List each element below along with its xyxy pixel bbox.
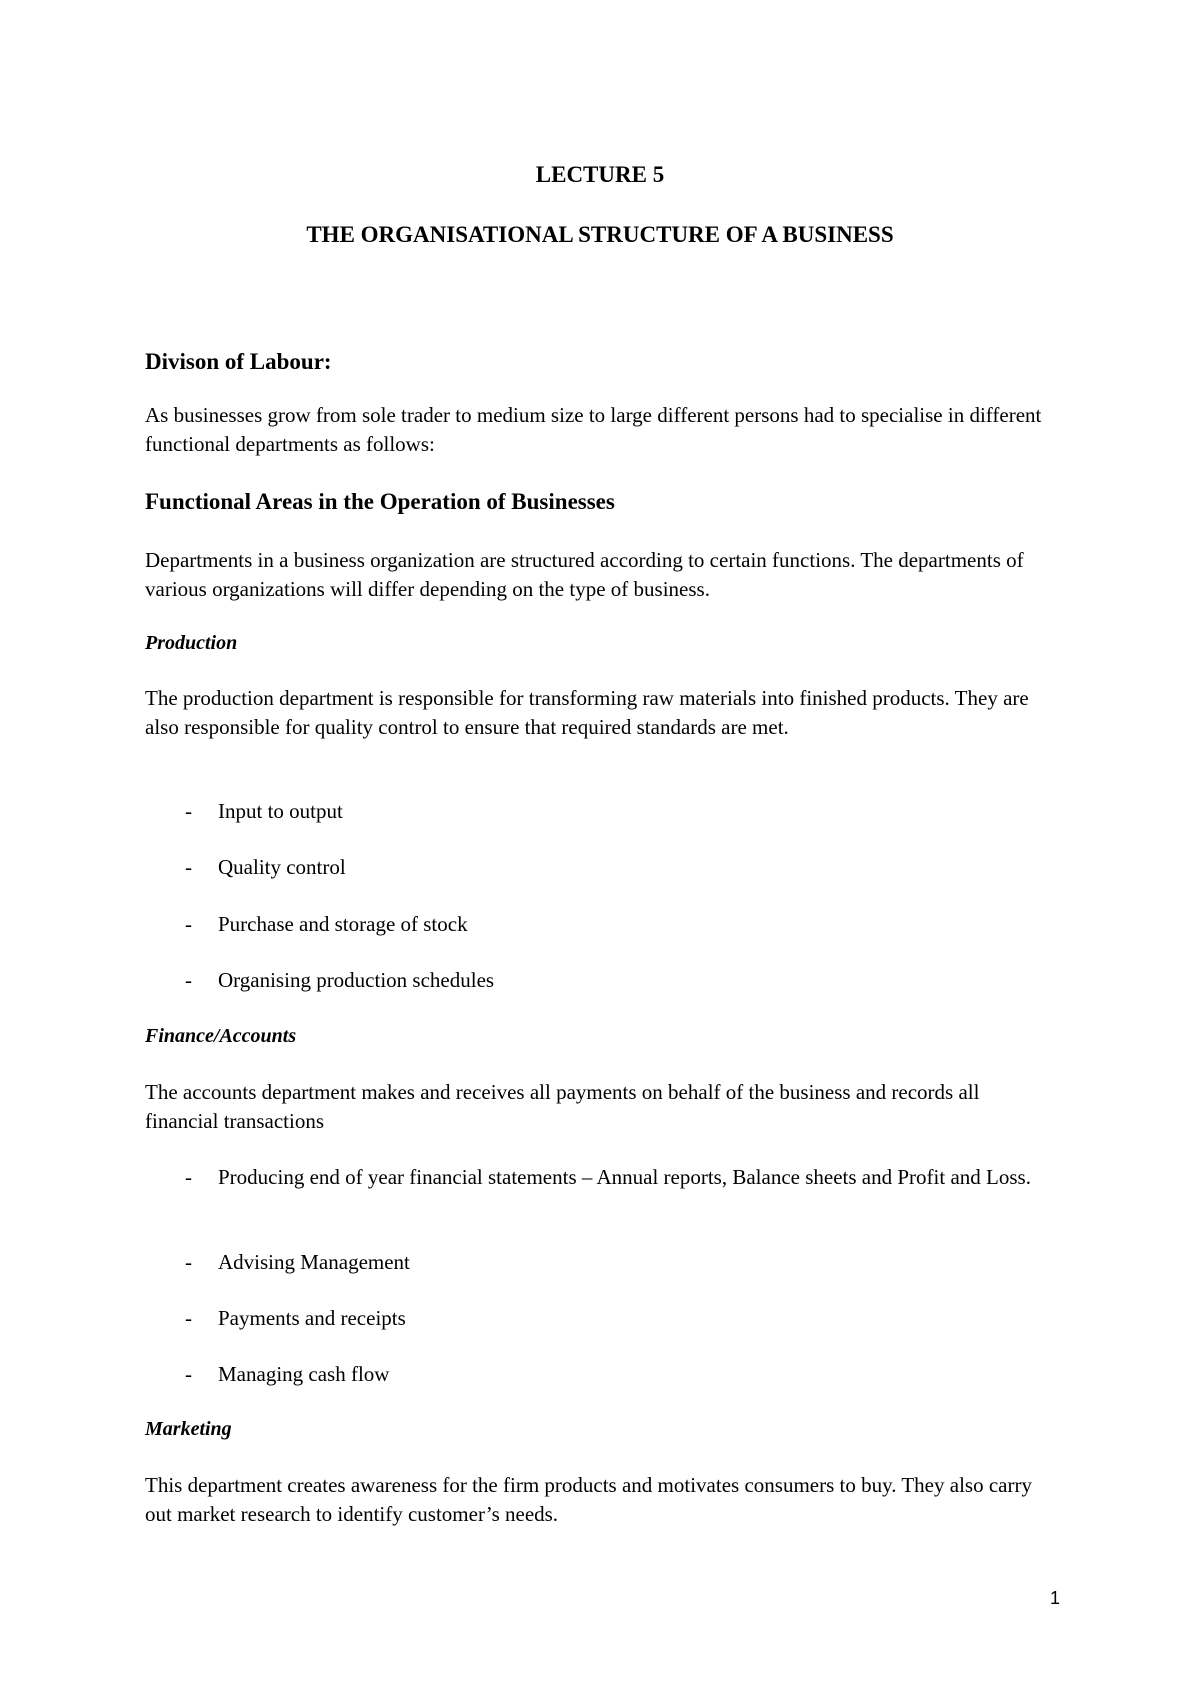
document-title: THE ORGANISATIONAL STRUCTURE OF A BUSINESS xyxy=(306,222,894,247)
functional-areas-heading: Functional Areas in the Operation of Businesses xyxy=(145,489,615,514)
finance-text: The accounts department makes and receives all payments on behalf of the business and records all financial transactions xyxy=(145,1080,980,1133)
bullet-marker: - xyxy=(185,968,192,992)
bullet-marker: - xyxy=(185,1165,192,1189)
bullet-marker: - xyxy=(185,799,192,823)
list-item-text: Quality control xyxy=(218,855,346,879)
list-item-text: Input to output xyxy=(218,799,343,823)
bullet-marker: - xyxy=(185,912,192,936)
list-item-text: Producing end of year financial statements – Annual reports, Balance sheets and Profit and Loss. xyxy=(218,1165,1031,1189)
production-heading: Production xyxy=(145,632,238,654)
division-of-labour-heading: Divison of Labour: xyxy=(145,349,332,374)
list-item-text: Organising production schedules xyxy=(218,968,495,992)
marketing-heading: Marketing xyxy=(145,1418,232,1440)
bullet-marker: - xyxy=(185,1306,192,1330)
functional-areas-text: Departments in a business organization are structured according to certain functions. The departments of various organizations will differ depending on the type of business. xyxy=(145,548,1024,601)
list-item-text: Managing cash flow xyxy=(218,1362,390,1386)
division-of-labour-text: As businesses grow from sole trader to medium size to large different persons had to specialise in different functional departments as follows: xyxy=(145,403,1042,456)
production-text: The production department is responsible for transforming raw materials into finished products. They are also responsible for quality control to ensure that required standards are met. xyxy=(145,686,1029,739)
bullet-marker: - xyxy=(185,855,192,879)
bullet-marker: - xyxy=(185,1250,192,1274)
lecture-label: LECTURE 5 xyxy=(535,162,665,187)
page-number: 1 xyxy=(1049,1588,1060,1608)
finance-heading: Finance/Accounts xyxy=(145,1025,297,1047)
list-item-text: Advising Management xyxy=(218,1250,410,1274)
bullet-marker: - xyxy=(185,1362,192,1386)
list-item-text: Purchase and storage of stock xyxy=(218,912,468,936)
marketing-text: This department creates awareness for the firm products and motivates consumers to buy. They also carry out market research to identify customer’s needs. xyxy=(145,1473,1032,1526)
list-item-text: Payments and receipts xyxy=(218,1306,406,1330)
